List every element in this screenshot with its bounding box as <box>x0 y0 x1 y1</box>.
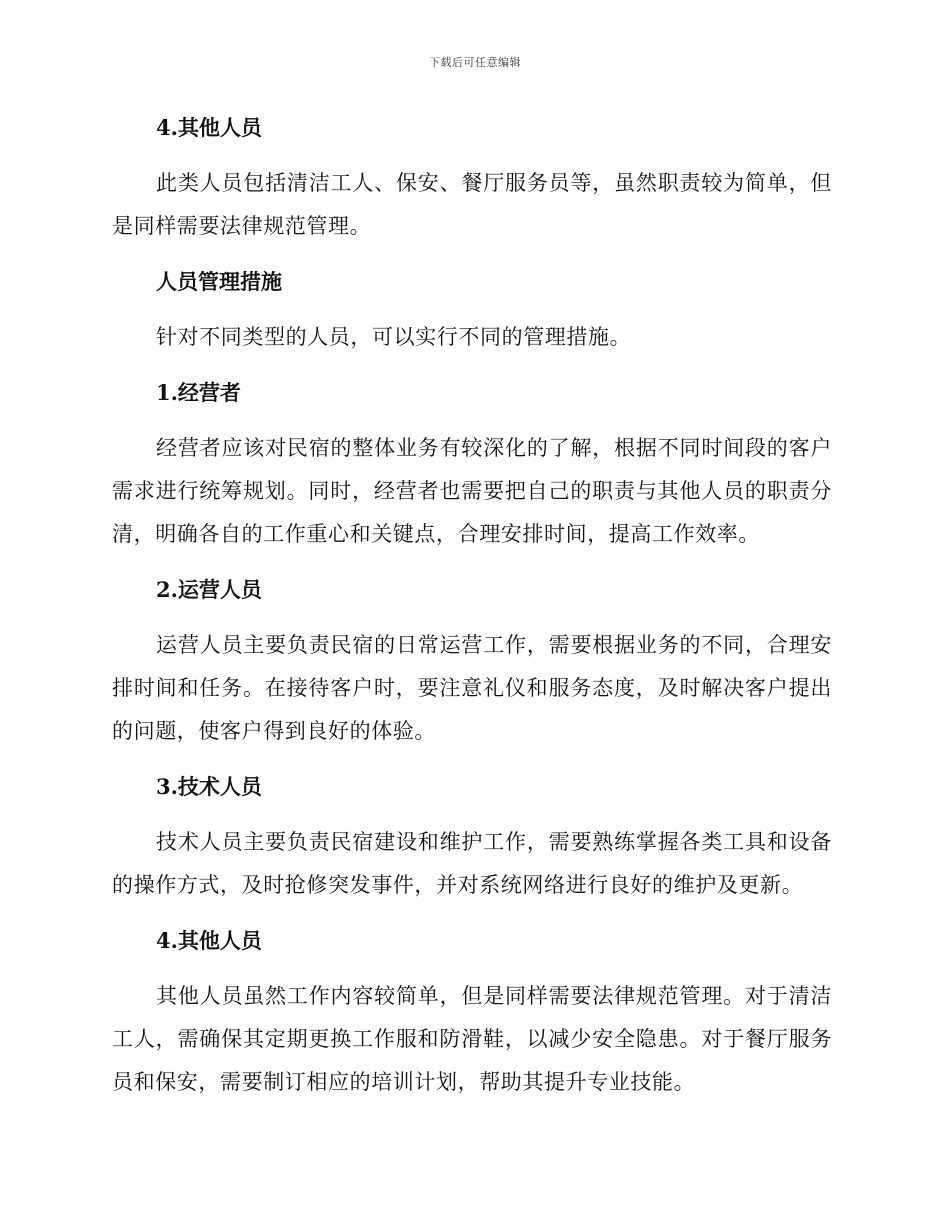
paragraph-other-staff-intro: 此类人员包括清洁工人、保安、餐厅服务员等，虽然职责较为简单，但是同样需要法律规范管理。 <box>112 171 832 238</box>
document-body <box>112 108 832 1118</box>
paragraph-management-intro: 针对不同类型的人员，可以实行不同的管理措施。 <box>156 325 632 349</box>
header-note: 下载后可任意编辑 <box>429 56 521 69</box>
section-heading-other-staff-2: 4.其他人员 <box>156 928 262 953</box>
paragraph-operator: 经营者应该对民宿的整体业务有较深化的了解，根据不同时间段的客户需求进行统筹规划。同时，经营者也需要把自己的职责与其他人员的职责分清，明确各自的工作重心和关键点，合理安排时间，提高工作效率。 <box>112 436 832 546</box>
section-heading-management-measures: 人员管理措施 <box>156 269 282 294</box>
paragraph-other-staff-measures: 其他人员虽然工作内容较简单，但是同样需要法律规范管理。对于清洁工人，需确保其定期更换工作服和防滑鞋，以减少安全隐患。对于餐厅服务员和保安，需要制订相应的培训计划，帮助其提升专业技能。 <box>112 984 832 1094</box>
section-heading-other-staff: 4.其他人员 <box>156 115 262 140</box>
section-heading-operations-staff: 2.运营人员 <box>156 577 262 602</box>
paragraph-operations-staff: 运营人员主要负责民宿的日常运营工作，需要根据业务的不同，合理安排时间和任务。在接待客户时，要注意礼仪和服务态度，及时解决客户提出的问题，使客户得到良好的体验。 <box>112 633 832 743</box>
section-heading-technical-staff: 3.技术人员 <box>156 774 262 799</box>
section-heading-operator: 1.经营者 <box>156 380 241 405</box>
paragraph-technical-staff: 技术人员主要负责民宿建设和维护工作，需要熟练掌握各类工具和设备的操作方式，及时抢修突发事件，并对系统网络进行良好的维护及更新。 <box>112 830 832 897</box>
